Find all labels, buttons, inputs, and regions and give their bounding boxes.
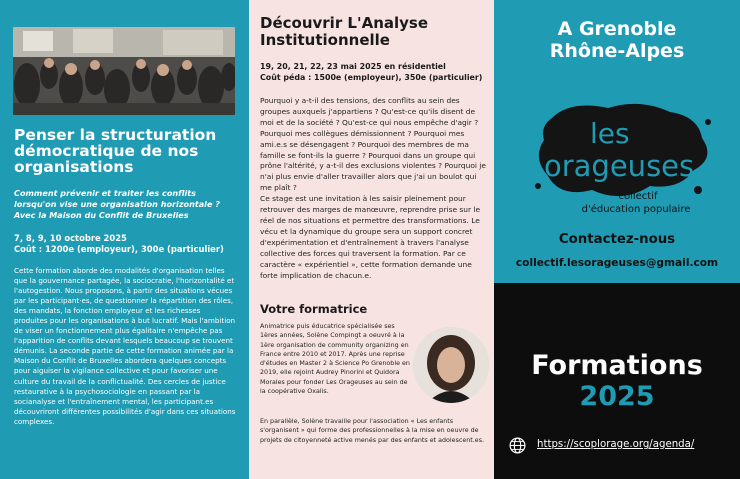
left-subtitle: Comment prévenir et traiter les conflits lorsqu'on vise une organisation horizontale ? Avec la Maison du Conflit de Bruxelles bbox=[14, 188, 220, 220]
agenda-link[interactable]: https://scoplorage.org/agenda/ bbox=[537, 439, 695, 450]
middle-dates-block bbox=[260, 61, 492, 83]
logo-tagline-2: d'éducation populaire bbox=[581, 204, 691, 215]
orageuses-logo bbox=[530, 98, 720, 218]
middle-cost: Coût péda : 1500e (employeur), 350e (particulier) bbox=[260, 73, 483, 82]
middle-body-paragraph-2: Ce stage est une invitation à les saisir pleinement pour retrouver des marges de manœuvre, reprendre prise sur le réel de nos situations et permettre des transformations. Le vécu et la dynamique du groupe sera un support concret d'expérimentation et d'entraînement à travers l'analyse collective des forces qui traversent la formation. Par ce caractère « expérientiel », cette formation demande une forte implication de chacun.e. bbox=[260, 194, 481, 280]
logo-les: les bbox=[590, 117, 630, 150]
left-cost: Coût : 1200e (employeur), 300e (particulier) bbox=[14, 244, 224, 254]
contact-email[interactable]: collectif.lesorageuses@gmail.com bbox=[515, 257, 719, 269]
left-body: Cette formation aborde des modalités d'organisation telles que la gouvernance partagée, la sociocratie, l'horizontalité et l'autogestion. Nous proposons, à partir des situations vécues par les participant·es, de questionner la répartition des rôles, des mandats, la fonction employeur et les richesses produites pour les organisations à but lucratif. Mais l'ambition de viser un fonctionnement plus égalitaire n'empêche pas l'apparition de conflits devant lesquels beaucoup se trouvent démunis. La seconde partie de cette formation animée par la Maison du Conflit de Bruxelles abordera quelques concepts pour aiguiser la vigilance collective et pour favoriser une culture du travail de la conflictualité. Des cercles de justice restaurative à la psychosociologie en passant par la socianalyse et l'entraînement mental, les participant.es découvriront différentes possibilités d'agir dans ces situations complexes. bbox=[14, 266, 236, 426]
logo-tagline-1: collectif bbox=[618, 191, 658, 202]
city-line-2: Rhône-Alpes bbox=[549, 40, 685, 62]
left-title: Penser la structuration démocratique de nos organisations bbox=[14, 126, 217, 176]
contact-title: Contactez-nous bbox=[558, 232, 676, 247]
workshop-photo bbox=[13, 27, 235, 115]
former-extra: En parallèle, Solène travaille pour l'association « Les enfants s'organisent » qui forme des professionnelles à la mise en oeuvre de projets de citoyenneté active menés par des enfants et adolescent.es. bbox=[260, 418, 485, 444]
former-title: Votre formatrice bbox=[260, 302, 368, 316]
globe-icon bbox=[509, 437, 526, 454]
middle-dates: 19, 20, 21, 22, 23 mai 2025 en résidentiel bbox=[260, 62, 446, 71]
city-line-1: A Grenoble bbox=[557, 18, 677, 40]
former-portrait bbox=[413, 327, 489, 403]
former-bio: Animatrice puis éducatrice spécialisée ses 1ères années, Solène Compingt a oeuvré à la 1ère organisation de community organizing en France entre 2010 et 2017. Après une reprise d'études en Master 2 à Science Po Grenoble en 2019, elle rejoint Audrey Pinorini et Quidora Morales pour fonder Les Orageuses au sein de la coopérative Oxalis. bbox=[260, 323, 410, 395]
logo-name: orageuses bbox=[544, 149, 695, 183]
middle-title: Découvrir L'Analyse Institutionnelle bbox=[260, 14, 429, 49]
middle-body bbox=[260, 96, 490, 281]
city-heading bbox=[494, 18, 740, 62]
middle-body-paragraph-1: Pourquoi y a-t-il des tensions, des conflits au sein des groupes auxquels j'appartiens ? Qu'est-ce qu'ils disent de moi et de la société ? Qu'est-ce qui nous empêche d'agir ? Pourquoi mes collègues démissionnent ? Pourquoi mes ami.e.s se désengagent ? Pourquoi des membres de ma famille se font-ils la guerre ? Pourquoi dans un groupe qui prône l'altérité, y a-t-il des exclusions violentes ? Pourquoi je n'ai plus envie d'aller travailler alors que j'ai un boulot qui me plaît ? bbox=[260, 96, 486, 193]
left-panel bbox=[0, 0, 249, 479]
left-dates-block bbox=[14, 233, 240, 255]
middle-panel bbox=[249, 0, 494, 479]
formations-heading: Formations bbox=[531, 350, 703, 381]
left-dates: 7, 8, 9, 10 octobre 2025 bbox=[14, 233, 127, 243]
formations-year: 2025 bbox=[579, 381, 655, 412]
